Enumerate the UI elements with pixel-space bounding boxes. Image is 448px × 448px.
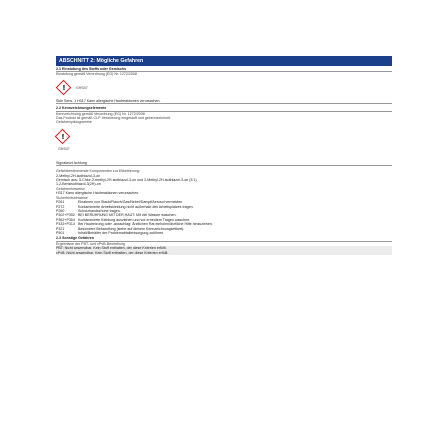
p-text: Kontaminierte Arbeitskleidung nicht außerhalb des Arbeitsplatzes tragen. (78, 204, 194, 209)
p-text: Inhalt/Behälter der Problemabfallentsorgung zuführen. (78, 230, 165, 235)
pictogram-block-2 (56, 129, 392, 157)
sds-page (56, 56, 392, 392)
precautionary-label: Sicherheitshinweise (56, 195, 88, 200)
classification-regulation: Einstufung gemäß Verordnung (EG) Nr. 1272/2008 (56, 72, 137, 77)
section-header: ABSCHNITT 2: Mögliche Gefahren (56, 56, 392, 66)
component-1: 2-Methyl-2H-isothiazol-3-on (56, 173, 101, 178)
p-code: P302+P352 (56, 213, 75, 218)
vpvb-text: vPvB: Nicht anwendbar. Kein Stoff enthalten, der diese Kriterien erfüllt. (56, 251, 392, 255)
label-regulation: Kennzeichnung gemäß Verordnung (EG) Nr. 1272/2008 (56, 111, 145, 116)
component-2: Gemisch aus: 5-Chlor-2-methyl-2H-isothiazol-3-on und 2-Methyl-2H-isothiazol-3-on (3:1) (56, 178, 197, 183)
p-text: BEI BERÜHRUNG MIT DER HAUT: Mit viel Wasser waschen. (78, 213, 177, 218)
exclamation-mark-icon: ! (55, 129, 71, 145)
pictogram-label: Gefahrenpiktogramme (56, 120, 92, 125)
section-2-3-title: 2.3 Sonstige Gefahren (56, 236, 392, 241)
p-row (56, 231, 392, 235)
hazard-h317: H317 Kann allergische Hautreaktionen verursachen. (56, 191, 140, 196)
clp-text: Das Produkt ist gemäß CLP-Verordnung eingestuft und gekennzeichnet. (56, 116, 172, 121)
p-text: Schutzhandschuhe tragen. (78, 208, 121, 213)
p-text: Bei Hautreizung oder -ausschlag: Ärztlichen Rat einholen/ärztliche Hilfe hinzuziehen. (78, 222, 213, 227)
pictogram-row-1 (56, 79, 392, 97)
p-code: P272 (56, 204, 65, 209)
signal-word: Signalwort Achtung (56, 161, 392, 166)
exclamation-mark-icon: ! (56, 80, 72, 96)
section-2-2-title: 2.2 Kennzeichnungselemente (56, 106, 392, 111)
components-label: Gefahrbestimmende Komponenten zur Etikettierung: (56, 169, 140, 174)
p-code: P333+P313 (56, 222, 75, 227)
p-text: Besondere Behandlung (siehe auf diesem Kennzeichnungsetikett). (78, 226, 185, 231)
p-code: P321 (56, 226, 65, 231)
pbt-text: PBT: Nicht anwendbar. Kein Stoff enthalten, der diese Kriterien erfüllt. (56, 246, 392, 250)
p-code: P501 (56, 230, 65, 235)
p-code: P261 (56, 200, 65, 205)
hazard-statements-label: Gefahrenhinweise (56, 186, 85, 191)
section-2-1-title: 2.1 Einstufung des Stoffs oder Gemischs (56, 67, 392, 72)
pbt-title: Ergebnisse der PBT- und vPvB-Beurteilung (56, 241, 125, 246)
component-3: 1,2-Benzisothiazol-3(2H)-on (56, 182, 101, 187)
p-text: Einatmen von Staub/Rauch/Gas/Nebel/Dampf/Aerosol vermeiden. (78, 200, 184, 205)
precautionary-list (56, 200, 392, 235)
pictogram-code: GHS07 (58, 146, 70, 151)
p-code: P362+P364 (56, 217, 75, 222)
p-code: P280 (56, 208, 65, 213)
pictogram-code: GHS07 (76, 85, 88, 90)
p-text: Kontaminierte Kleidung ausziehen und vor erneutem Tragen waschen. (78, 217, 191, 222)
skin-sens-text: Skin Sens. 1 H317 Kann allergische Hautreaktionen verursachen. (56, 99, 392, 104)
